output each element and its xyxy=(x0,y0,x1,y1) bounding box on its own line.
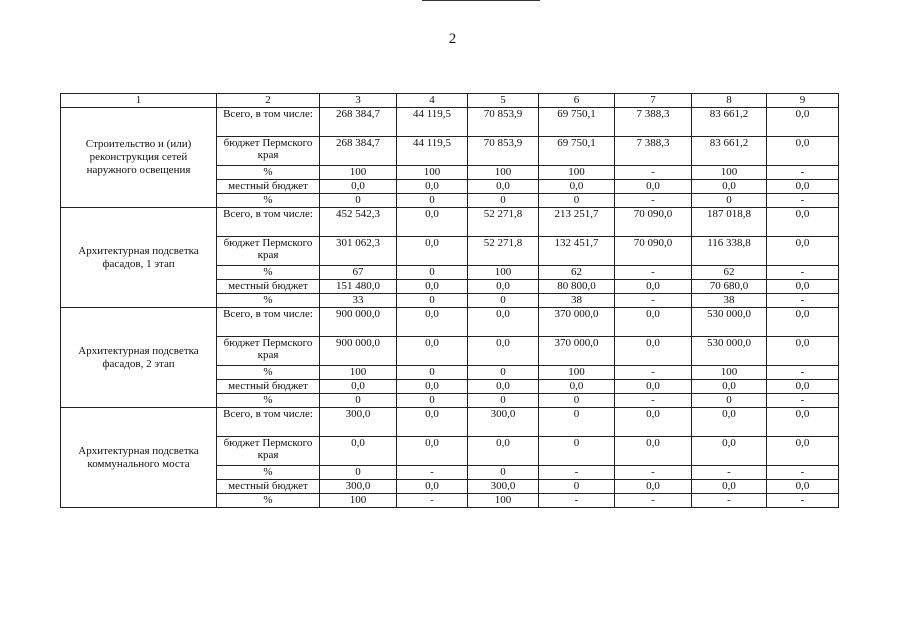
row-label-cell: местный бюджет xyxy=(217,380,320,394)
row-label-cell: % xyxy=(217,166,320,180)
value-cell: 0 xyxy=(539,480,615,494)
value-cell: - xyxy=(767,166,839,180)
value-cell: - xyxy=(767,394,839,408)
value-cell: 0,0 xyxy=(692,380,767,394)
value-cell: 100 xyxy=(692,166,767,180)
value-cell: 7 388,3 xyxy=(615,137,692,166)
value-cell: 83 661,2 xyxy=(692,108,767,137)
value-cell: 0 xyxy=(539,437,615,466)
header-cell: 4 xyxy=(397,94,468,108)
value-cell: 0,0 xyxy=(468,437,539,466)
row-label-cell: % xyxy=(217,294,320,308)
row-label-cell: Всего, в том числе: xyxy=(217,208,320,237)
value-cell: 0 xyxy=(468,466,539,480)
row-label-cell: % xyxy=(217,394,320,408)
value-cell: 0 xyxy=(320,466,397,480)
value-cell: - xyxy=(397,494,468,508)
value-cell: 0,0 xyxy=(767,208,839,237)
table-row xyxy=(61,308,839,337)
value-cell: 268 384,7 xyxy=(320,137,397,166)
value-cell: 0 xyxy=(539,408,615,437)
value-cell: - xyxy=(767,466,839,480)
value-cell: 187 018,8 xyxy=(692,208,767,237)
value-cell: 70 853,9 xyxy=(468,108,539,137)
header-cell: 5 xyxy=(468,94,539,108)
value-cell: 0,0 xyxy=(692,180,767,194)
value-cell: 70 853,9 xyxy=(468,137,539,166)
value-cell: 300,0 xyxy=(320,408,397,437)
header-cell: 2 xyxy=(217,94,320,108)
value-cell: 530 000,0 xyxy=(692,308,767,337)
table-row xyxy=(61,108,839,137)
value-cell: 100 xyxy=(320,166,397,180)
top-rule xyxy=(422,0,540,1)
value-cell: 100 xyxy=(692,366,767,380)
value-cell: 0 xyxy=(539,394,615,408)
value-cell: - xyxy=(397,466,468,480)
value-cell: 530 000,0 xyxy=(692,337,767,366)
value-cell: 70 090,0 xyxy=(615,208,692,237)
value-cell: 0 xyxy=(468,194,539,208)
value-cell: 0,0 xyxy=(767,280,839,294)
value-cell: 300,0 xyxy=(468,480,539,494)
value-cell: 100 xyxy=(397,166,468,180)
value-cell: 0,0 xyxy=(468,280,539,294)
value-cell: 300,0 xyxy=(468,408,539,437)
value-cell: 0,0 xyxy=(767,337,839,366)
value-cell: 0 xyxy=(397,266,468,280)
group-name-cell: Архитектурная подсветка фасадов, 1 этап xyxy=(61,208,217,308)
value-cell: - xyxy=(767,194,839,208)
row-label-cell: Всего, в том числе: xyxy=(217,308,320,337)
header-cell: 6 xyxy=(539,94,615,108)
value-cell: 38 xyxy=(539,294,615,308)
value-cell: 0,0 xyxy=(397,380,468,394)
header-cell: 1 xyxy=(61,94,217,108)
value-cell: - xyxy=(692,466,767,480)
value-cell: 213 251,7 xyxy=(539,208,615,237)
value-cell: 0,0 xyxy=(692,480,767,494)
table-row xyxy=(61,408,839,437)
value-cell: 0 xyxy=(692,394,767,408)
value-cell: 0 xyxy=(397,394,468,408)
value-cell: 62 xyxy=(692,266,767,280)
value-cell: - xyxy=(615,166,692,180)
value-cell: 100 xyxy=(539,166,615,180)
value-cell: 0,0 xyxy=(397,308,468,337)
value-cell: 70 680,0 xyxy=(692,280,767,294)
row-label-cell: % xyxy=(217,194,320,208)
value-cell: 80 800,0 xyxy=(539,280,615,294)
value-cell: 33 xyxy=(320,294,397,308)
row-label-cell: бюджет Пермского края xyxy=(217,337,320,366)
value-cell: - xyxy=(539,494,615,508)
group-name-cell: Архитектурная подсветка коммунального моста xyxy=(61,408,217,508)
value-cell: 0 xyxy=(397,194,468,208)
value-cell: 100 xyxy=(320,494,397,508)
value-cell: 900 000,0 xyxy=(320,337,397,366)
value-cell: 38 xyxy=(692,294,767,308)
value-cell: 0 xyxy=(397,294,468,308)
value-cell: 370 000,0 xyxy=(539,308,615,337)
value-cell: 151 480,0 xyxy=(320,280,397,294)
value-cell: 0,0 xyxy=(397,480,468,494)
value-cell: 116 338,8 xyxy=(692,237,767,266)
value-cell: 0,0 xyxy=(615,308,692,337)
row-label-cell: бюджет Пермского края xyxy=(217,137,320,166)
value-cell: 0 xyxy=(468,294,539,308)
row-label-cell: бюджет Пермского края xyxy=(217,437,320,466)
value-cell: 0,0 xyxy=(692,437,767,466)
value-cell: 100 xyxy=(468,166,539,180)
value-cell: 900 000,0 xyxy=(320,308,397,337)
value-cell: 52 271,8 xyxy=(468,208,539,237)
value-cell: - xyxy=(615,366,692,380)
row-label-cell: Всего, в том числе: xyxy=(217,108,320,137)
group-name-cell: Архитектурная подсветка фасадов, 2 этап xyxy=(61,308,217,408)
value-cell: 0,0 xyxy=(397,437,468,466)
value-cell: 0,0 xyxy=(767,137,839,166)
value-cell: - xyxy=(767,494,839,508)
value-cell: 52 271,8 xyxy=(468,237,539,266)
value-cell: 0,0 xyxy=(320,380,397,394)
header-cell: 3 xyxy=(320,94,397,108)
row-label-cell: местный бюджет xyxy=(217,480,320,494)
header-cell: 7 xyxy=(615,94,692,108)
table-row xyxy=(61,208,839,237)
row-label-cell: % xyxy=(217,494,320,508)
value-cell: 62 xyxy=(539,266,615,280)
value-cell: 0,0 xyxy=(539,180,615,194)
value-cell: 0,0 xyxy=(767,437,839,466)
header-row xyxy=(61,94,839,108)
value-cell: 0 xyxy=(397,366,468,380)
value-cell: 0,0 xyxy=(320,437,397,466)
row-label-cell: местный бюджет xyxy=(217,280,320,294)
row-label-cell: бюджет Пермского края xyxy=(217,237,320,266)
value-cell: 0,0 xyxy=(767,237,839,266)
value-cell: 0,0 xyxy=(692,408,767,437)
value-cell: 0,0 xyxy=(767,108,839,137)
value-cell: 0,0 xyxy=(767,308,839,337)
budget-table xyxy=(60,93,839,508)
page-number: 2 xyxy=(448,31,457,47)
value-cell: 0,0 xyxy=(397,337,468,366)
value-cell: 0,0 xyxy=(468,180,539,194)
value-cell: 0,0 xyxy=(615,280,692,294)
value-cell: - xyxy=(615,394,692,408)
value-cell: 0,0 xyxy=(468,308,539,337)
value-cell: 83 661,2 xyxy=(692,137,767,166)
value-cell: 0,0 xyxy=(320,180,397,194)
value-cell: - xyxy=(615,494,692,508)
value-cell: 0 xyxy=(692,194,767,208)
value-cell: 370 000,0 xyxy=(539,337,615,366)
value-cell: 0,0 xyxy=(397,237,468,266)
value-cell: 44 119,5 xyxy=(397,137,468,166)
value-cell: 0 xyxy=(468,366,539,380)
value-cell: 452 542,3 xyxy=(320,208,397,237)
row-label-cell: % xyxy=(217,466,320,480)
value-cell: - xyxy=(615,466,692,480)
value-cell: 268 384,7 xyxy=(320,108,397,137)
value-cell: 0,0 xyxy=(468,380,539,394)
value-cell: 0,0 xyxy=(767,180,839,194)
value-cell: 100 xyxy=(468,266,539,280)
group-name-cell: Строительство и (или) реконструкция сетей наружного освещения xyxy=(61,108,217,208)
row-label-cell: % xyxy=(217,366,320,380)
value-cell: 132 451,7 xyxy=(539,237,615,266)
value-cell: 0,0 xyxy=(615,337,692,366)
value-cell: 0,0 xyxy=(767,480,839,494)
value-cell: 0,0 xyxy=(397,208,468,237)
row-label-cell: Всего, в том числе: xyxy=(217,408,320,437)
value-cell: 69 750,1 xyxy=(539,137,615,166)
value-cell: 0,0 xyxy=(615,480,692,494)
value-cell: 300,0 xyxy=(320,480,397,494)
value-cell: 0 xyxy=(320,194,397,208)
value-cell: - xyxy=(539,466,615,480)
value-cell: 0,0 xyxy=(397,408,468,437)
value-cell: 0,0 xyxy=(767,408,839,437)
value-cell: 0,0 xyxy=(397,180,468,194)
row-label-cell: местный бюджет xyxy=(217,180,320,194)
value-cell: 100 xyxy=(468,494,539,508)
value-cell: - xyxy=(692,494,767,508)
value-cell: 0,0 xyxy=(615,380,692,394)
value-cell: 0,0 xyxy=(615,408,692,437)
value-cell: - xyxy=(767,366,839,380)
value-cell: 0,0 xyxy=(615,180,692,194)
value-cell: - xyxy=(767,294,839,308)
value-cell: 44 119,5 xyxy=(397,108,468,137)
value-cell: 100 xyxy=(539,366,615,380)
value-cell: 67 xyxy=(320,266,397,280)
value-cell: 0,0 xyxy=(397,280,468,294)
value-cell: - xyxy=(615,266,692,280)
row-label-cell: % xyxy=(217,266,320,280)
value-cell: 0,0 xyxy=(767,380,839,394)
value-cell: 0 xyxy=(468,394,539,408)
value-cell: 70 090,0 xyxy=(615,237,692,266)
value-cell: 0,0 xyxy=(468,337,539,366)
value-cell: - xyxy=(615,294,692,308)
value-cell: - xyxy=(615,194,692,208)
header-cell: 8 xyxy=(692,94,767,108)
value-cell: 0 xyxy=(539,194,615,208)
value-cell: - xyxy=(767,266,839,280)
value-cell: 301 062,3 xyxy=(320,237,397,266)
value-cell: 0 xyxy=(320,394,397,408)
value-cell: 0,0 xyxy=(539,380,615,394)
value-cell: 100 xyxy=(320,366,397,380)
header-cell: 9 xyxy=(767,94,839,108)
value-cell: 69 750,1 xyxy=(539,108,615,137)
value-cell: 0,0 xyxy=(615,437,692,466)
value-cell: 7 388,3 xyxy=(615,108,692,137)
